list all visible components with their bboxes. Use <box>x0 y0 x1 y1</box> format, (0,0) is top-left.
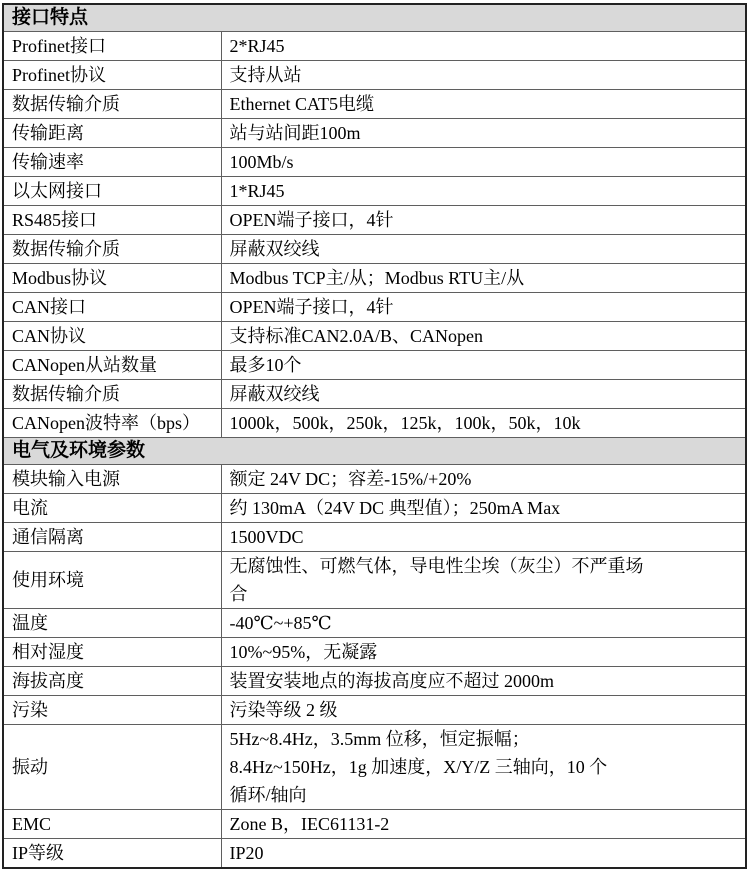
spec-label: Modbus协议 <box>3 264 221 293</box>
spec-label: EMC <box>3 810 221 839</box>
table-row <box>3 177 746 206</box>
spec-label: 数据传输介质 <box>3 380 221 409</box>
table-row <box>3 810 746 839</box>
table-row <box>3 235 746 264</box>
spec-value-line: 5Hz~8.4Hz，3.5mm 位移，恒定振幅； <box>229 729 530 749</box>
spec-label: 温度 <box>3 609 221 638</box>
spec-value: 屏蔽双绞线 <box>221 235 746 264</box>
spec-label: 以太网接口 <box>3 177 221 206</box>
table-row <box>3 638 746 667</box>
spec-value: 10%~95%，无凝露 <box>221 638 746 667</box>
spec-value: OPEN端子接口，4针 <box>221 206 746 235</box>
spec-label: IP等级 <box>3 839 221 869</box>
section-header-row <box>3 438 746 465</box>
spec-value: -40℃~+85℃ <box>221 609 746 638</box>
spec-label: 传输速率 <box>3 148 221 177</box>
spec-value-line: 8.4Hz~150Hz，1g 加速度，X/Y/Z 三轴向，10 个 <box>229 757 608 777</box>
spec-label: 污染 <box>3 696 221 725</box>
spec-value: 100Mb/s <box>221 148 746 177</box>
spec-value: Zone B，IEC61131-2 <box>221 810 746 839</box>
spec-label: Profinet协议 <box>3 61 221 90</box>
table-row <box>3 523 746 552</box>
spec-label: CANopen从站数量 <box>3 351 221 380</box>
table-row <box>3 552 746 609</box>
spec-label: CAN协议 <box>3 322 221 351</box>
spec-table <box>2 3 747 869</box>
spec-value-line: 循环/轴向 <box>229 785 307 805</box>
table-row <box>3 322 746 351</box>
table-row <box>3 264 746 293</box>
spec-table-body <box>3 4 746 868</box>
spec-label: 海拔高度 <box>3 667 221 696</box>
spec-label: RS485接口 <box>3 206 221 235</box>
table-row <box>3 667 746 696</box>
table-row <box>3 409 746 438</box>
spec-label: 数据传输介质 <box>3 235 221 264</box>
spec-value: 站与站间距100m <box>221 119 746 148</box>
spec-value-line: 无腐蚀性、可燃气体，导电性尘埃（灰尘）不严重场 <box>229 556 644 576</box>
spec-value: 支持标准CAN2.0A/B、CANopen <box>221 322 746 351</box>
spec-label: 相对湿度 <box>3 638 221 667</box>
spec-value: 装置安装地点的海拔高度应不超过 2000m <box>221 667 746 696</box>
table-row <box>3 148 746 177</box>
spec-value: 支持从站 <box>221 61 746 90</box>
document-page <box>0 3 750 862</box>
spec-value <box>221 552 746 609</box>
table-row <box>3 380 746 409</box>
spec-label: 模块输入电源 <box>3 465 221 494</box>
spec-value: 污染等级 2 级 <box>221 696 746 725</box>
table-row <box>3 725 746 810</box>
table-row <box>3 61 746 90</box>
table-row <box>3 696 746 725</box>
section-header-row <box>3 4 746 32</box>
table-row <box>3 119 746 148</box>
spec-label: 使用环境 <box>3 552 221 609</box>
spec-label: CANopen波特率（bps） <box>3 409 221 438</box>
spec-value: 最多10个 <box>221 351 746 380</box>
spec-value: 2*RJ45 <box>221 32 746 61</box>
spec-value <box>221 725 746 810</box>
table-row <box>3 32 746 61</box>
spec-label: 振动 <box>3 725 221 810</box>
spec-value: 1*RJ45 <box>221 177 746 206</box>
spec-value: 约 130mA（24V DC 典型值）；250mA Max <box>221 494 746 523</box>
spec-label: 传输距离 <box>3 119 221 148</box>
spec-value: 额定 24V DC；容差-15%/+20% <box>221 465 746 494</box>
spec-value: IP20 <box>221 839 746 869</box>
table-row <box>3 465 746 494</box>
spec-value: Modbus TCP主/从；Modbus RTU主/从 <box>221 264 746 293</box>
table-row <box>3 90 746 119</box>
table-row <box>3 839 746 869</box>
spec-value: 1500VDC <box>221 523 746 552</box>
spec-value: OPEN端子接口，4针 <box>221 293 746 322</box>
spec-value: 屏蔽双绞线 <box>221 380 746 409</box>
spec-label: Profinet接口 <box>3 32 221 61</box>
table-row <box>3 351 746 380</box>
spec-value: 1000k，500k，250k，125k，100k，50k，10k <box>221 409 746 438</box>
spec-value-line: 合 <box>229 584 248 604</box>
section-header: 接口特点 <box>3 4 746 32</box>
section-header: 电气及环境参数 <box>3 438 746 465</box>
spec-label: CAN接口 <box>3 293 221 322</box>
spec-value: Ethernet CAT5电缆 <box>221 90 746 119</box>
spec-label: 通信隔离 <box>3 523 221 552</box>
table-row <box>3 206 746 235</box>
spec-label: 电流 <box>3 494 221 523</box>
table-row <box>3 494 746 523</box>
table-row <box>3 609 746 638</box>
table-row <box>3 293 746 322</box>
spec-label: 数据传输介质 <box>3 90 221 119</box>
